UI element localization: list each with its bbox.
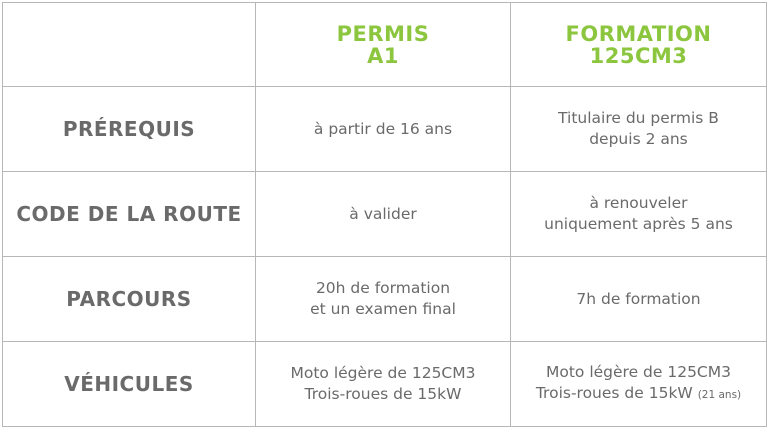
column-header-line: 125CM3 — [589, 43, 688, 68]
cell-line: à renouveler — [589, 194, 688, 212]
cell-line-text: Trois-roues de 15kW — [535, 384, 693, 402]
column-header-formation-125 — [511, 3, 767, 87]
cell-line: depuis 2 ans — [589, 130, 688, 148]
header-row — [3, 3, 767, 87]
cell-formation-125 — [511, 257, 767, 342]
table-row-prerequis — [3, 87, 767, 172]
cell-permis-a1 — [256, 172, 511, 257]
row-header: VÉHICULES — [3, 342, 256, 427]
cell-line: à partir de 16 ans — [313, 119, 453, 138]
cell-line: et un examen final — [310, 300, 456, 318]
cell-line: à valider — [349, 204, 417, 223]
table-row-parcours — [3, 257, 767, 342]
cell-line: Moto légère de 125CM3 — [290, 364, 476, 382]
cell-line: Trois-roues de 15kW — [304, 385, 462, 403]
cell-formation-125 — [511, 172, 767, 257]
row-header: PARCOURS — [3, 257, 256, 342]
cell-line: 7h de formation — [576, 289, 701, 308]
cell-permis-a1 — [256, 342, 511, 427]
comparison-table — [2, 2, 767, 427]
cell-line — [511, 383, 766, 406]
cell-line: Moto légère de 125CM3 — [545, 363, 731, 381]
age-note: (21 ans) — [697, 389, 742, 401]
cell-line: 20h de formation — [315, 279, 451, 297]
cell-formation-125 — [511, 342, 767, 427]
cell-line: Titulaire du permis B — [558, 109, 719, 127]
cell-permis-a1 — [256, 257, 511, 342]
table-row-code-de-la-route — [3, 172, 767, 257]
column-header-line: A1 — [367, 43, 399, 68]
cell-formation-125 — [511, 87, 767, 172]
table-row-vehicules — [3, 342, 767, 427]
row-header: PRÉREQUIS — [3, 87, 256, 172]
row-header: CODE DE LA ROUTE — [3, 172, 256, 257]
cell-line: uniquement après 5 ans — [544, 215, 733, 233]
column-header-permis-a1 — [256, 3, 511, 87]
column-header-line: PERMIS — [336, 21, 430, 46]
column-header-line: FORMATION — [565, 21, 712, 46]
cell-permis-a1 — [256, 87, 511, 172]
corner-cell — [3, 3, 256, 87]
